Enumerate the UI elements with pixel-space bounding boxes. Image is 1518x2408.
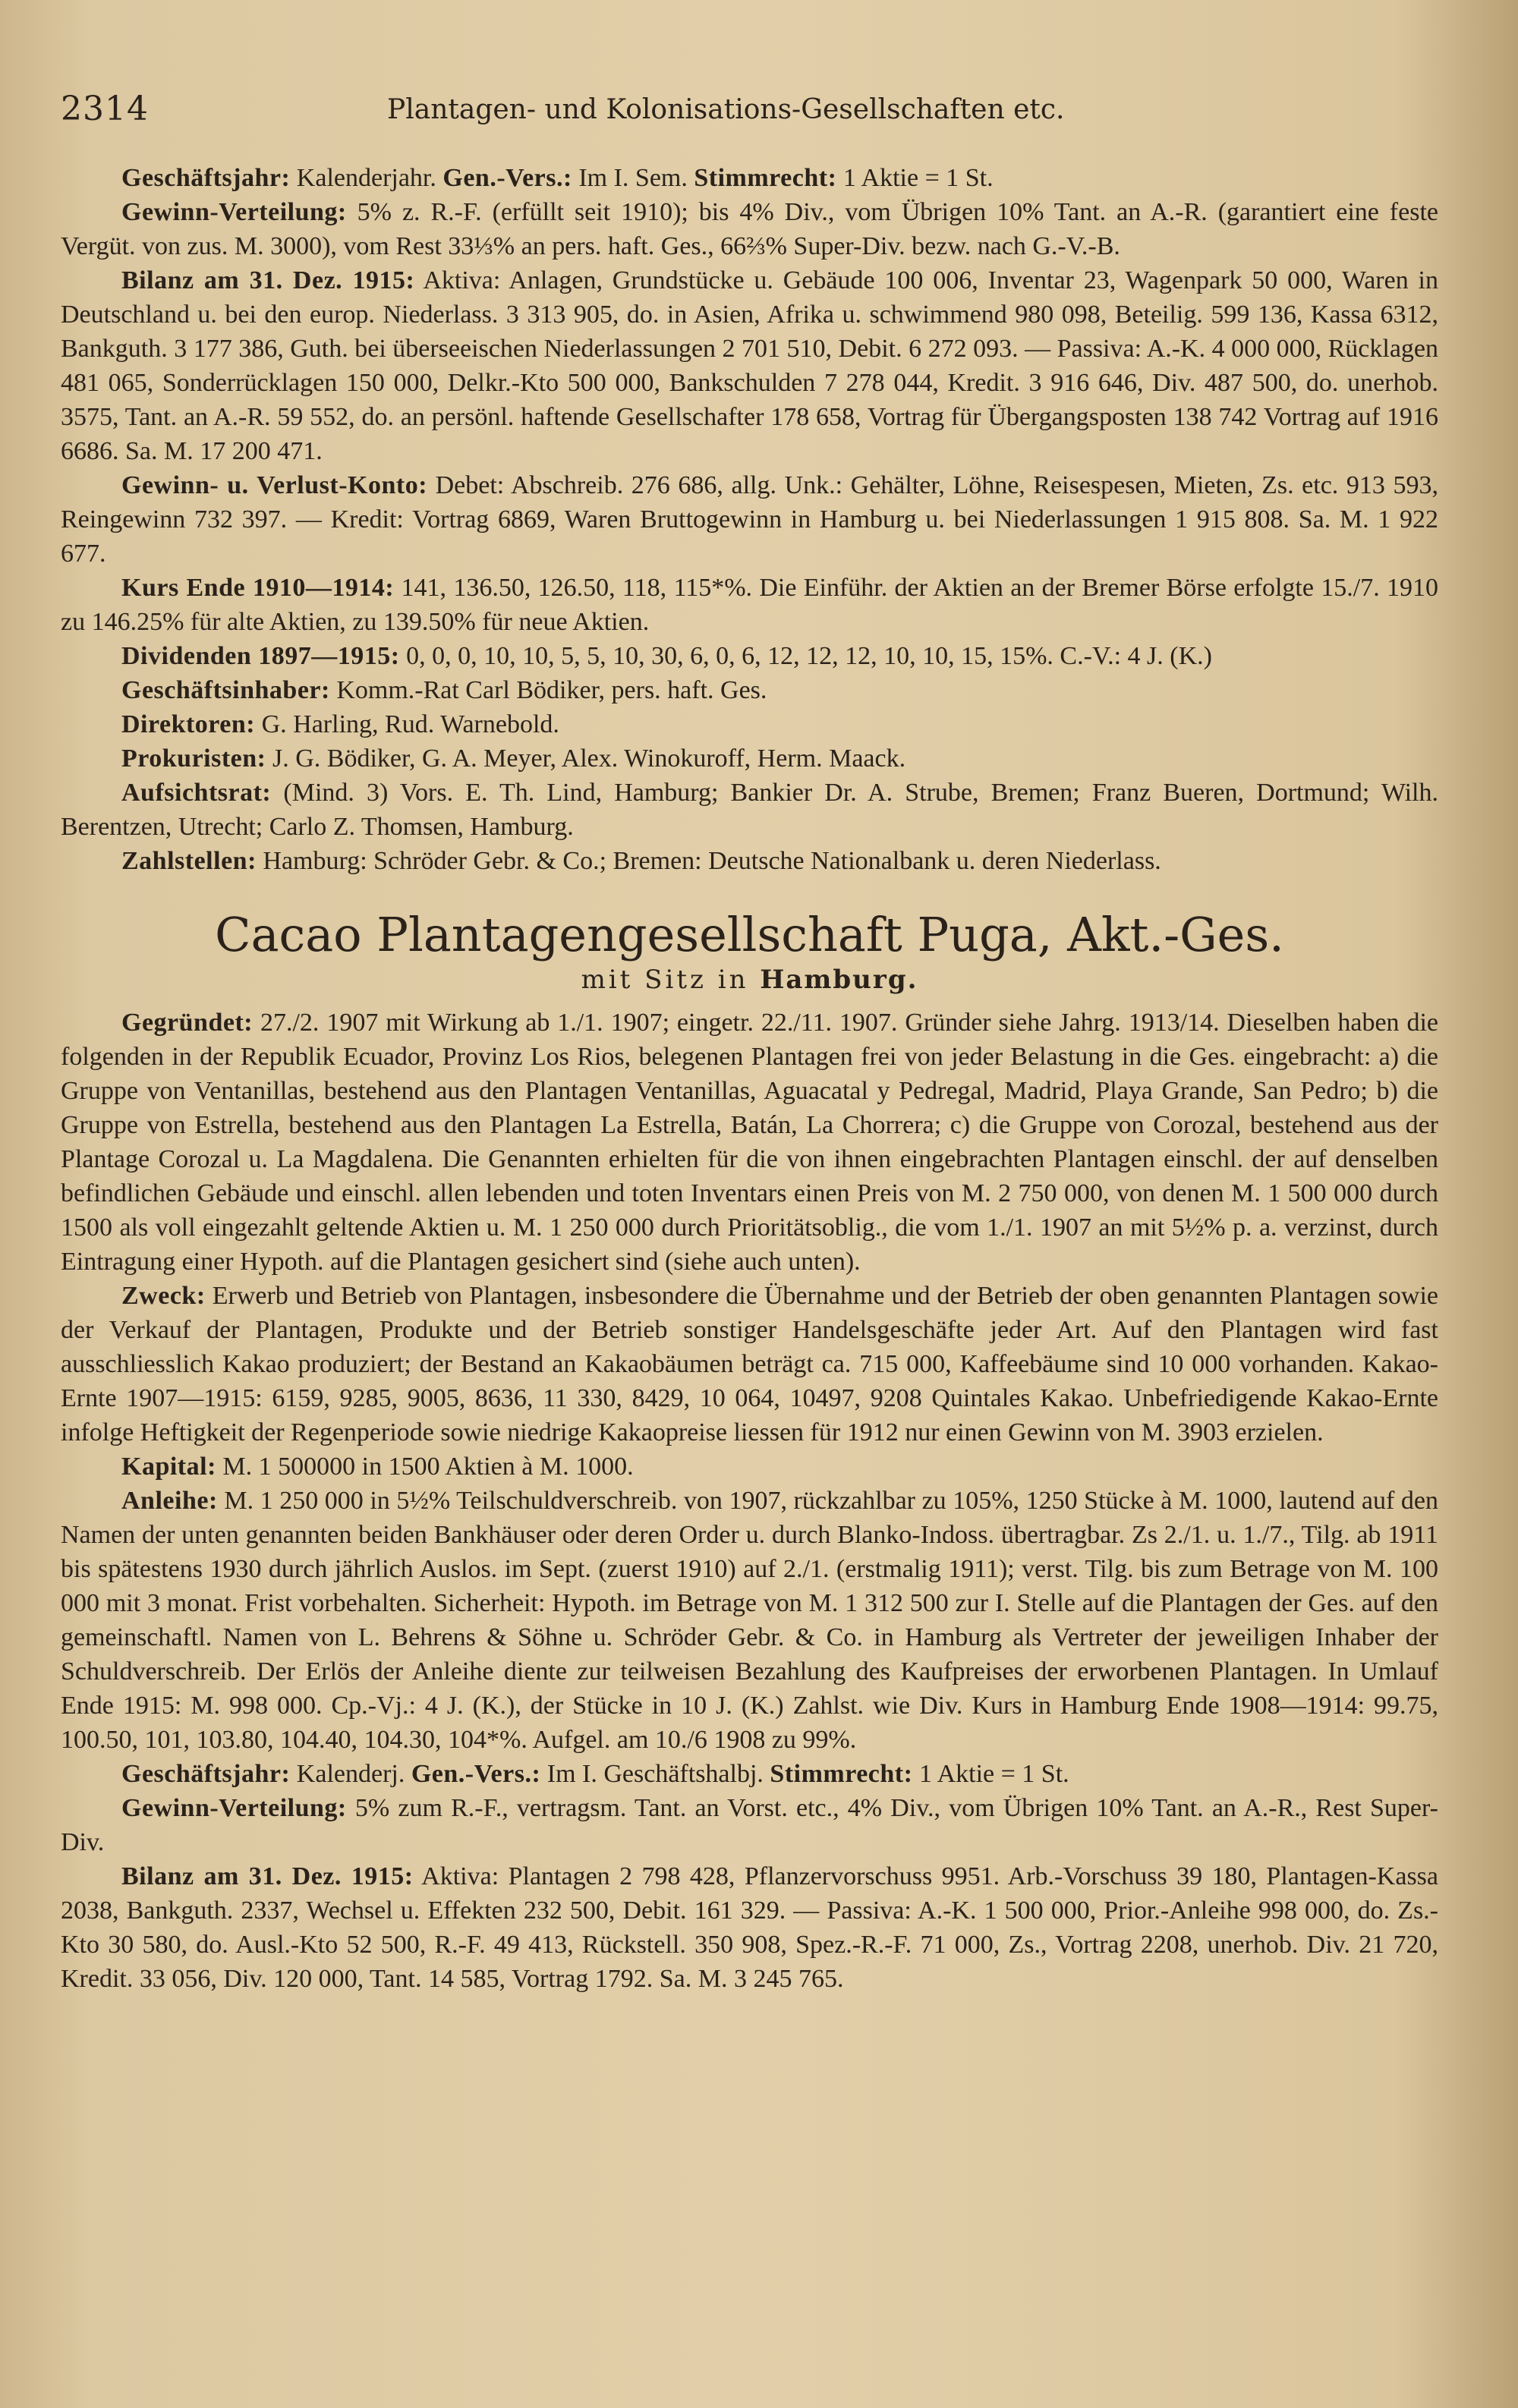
entry-label: Gegründet: <box>121 1009 254 1037</box>
entry-label: Bilanz am 31. Dez. 1915: <box>121 1862 414 1890</box>
entry-label: Gewinn- u. Verlust-Konto: <box>121 471 428 499</box>
entry-text: J. G. Bödiker, G. A. Meyer, Alex. Winokuroff, Herm. Maack. <box>266 744 906 773</box>
entry-label: Kurs Ende 1910—1914: <box>121 574 395 602</box>
entry-text: 1 Aktie = 1 St. <box>836 164 994 192</box>
entry-label: Geschäftsjahr: <box>121 164 291 192</box>
entry-label: Zahlstellen: <box>121 847 257 875</box>
entry-paragraph <box>61 1859 1438 1996</box>
company-title: Cacao Plantagengesellschaft Puga, Akt.-Ges. <box>215 907 1284 962</box>
entry-paragraph <box>61 1757 1438 1791</box>
entry-paragraph <box>61 1006 1438 1279</box>
entry-text: 0, 0, 0, 10, 10, 5, 5, 10, 30, 6, 0, 6, 12, 12, 12, 10, 10, 15, 15%. C.-V.: 4 J. (K.) <box>399 642 1212 670</box>
entry-text: 5% z. R.-F. (erfüllt seit 1910); bis 4% Div., vom Übrigen 10% Tant. an A.-R. (garantiert eine feste Vergüt. von zus. M. 3000), vom Rest 33⅓% an pers. haft. Ges., 66⅔% Super-Div. bezw. nach G.-V.-B. <box>61 198 1438 260</box>
running-title: Plantagen- und Kolonisations-Gesellschaften etc. <box>387 94 1065 125</box>
entry-paragraph <box>61 263 1438 468</box>
entry-paragraph <box>61 1279 1438 1450</box>
entry-text: Aktiva: Plantagen 2 798 428, Pflanzervorschuss 9951. Arb.-Vorschuss 39 180, Plantagen-Kassa 2038, Bankguth. 2337, Wechsel u. Effekten 232 500, Debit. 161 329. — Passiva: A.-K. 1 500 000, Prior.-Anleihe 998 000, do. Zs.-Kto 30 580, do. Ausl.-Kto 52 500, R.-F. 49 413, Rückstell. 350 908, Spez.-R.-F. 71 000, Zs., Vortrag 2208, unerhob. Div. 21 720, Kredit. 33 056, Div. 120 000, Tant. 14 585, Vortrag 1792. Sa. M. 3 245 765. <box>61 1862 1439 1993</box>
company-heading <box>61 907 1438 995</box>
entry-text: (Mind. 3) Vors. E. Th. Lind, Hamburg; Bankier Dr. A. Strube, Bremen; Franz Bueren, Dortmund; Wilh. Berentzen, Utrecht; Carlo Z. Thomsen, Hamburg. <box>61 779 1438 841</box>
entry-text: Im I. Geschäftshalbj. <box>540 1760 770 1788</box>
entry-paragraph <box>61 776 1438 844</box>
entry-paragraph <box>61 707 1438 741</box>
section-cacao-company <box>61 1006 1438 1996</box>
entry-label: Stimmrecht: <box>694 164 837 192</box>
entry-paragraph <box>61 1450 1438 1484</box>
section-previous-company <box>61 161 1438 878</box>
entry-label: Gewinn-Verteilung: <box>121 1794 347 1822</box>
entry-label: Aufsichtsrat: <box>121 779 272 807</box>
entry-text: G. Harling, Rud. Warnebold. <box>255 710 559 738</box>
entry-text: 27./2. 1907 mit Wirkung ab 1./1. 1907; eingetr. 22./11. 1907. Gründer siehe Jahrg. 1913/14. Dieselben haben die folgenden in der Republik Ecuador, Provinz Los Rios, belegenen Plantagen frei von jeder Belastung in die Ges. eingebracht: a) die Gruppe von Ventanillas, bestehend aus den Plantagen Ventanillas, Aguacatal y Pedregal, Madrid, Playa Grande, San Pedro; b) die Gruppe von Estrella, bestehend aus den Plantagen La Estrella, Batán, La Chorrera; c) die Gruppe von Corozal, bestehend aus der Plantage Corozal u. La Magdalena. Die Genannten erhielten für die von ihnen eingebrachten Plantagen einschl. der auf denselben befindlichen Gebäude und einschl. allen lebenden und toten Inventars einen Preis von M. 2 750 000, von denen M. 1 500 000 durch 1500 als voll eingezahlt geltende Aktien u. M. 1 250 000 durch Prioritätsoblig., die vom 1./1. 1907 an mit 5½% p. a. verzinst, durch Eintragung einer Hypoth. auf die Plantagen gesichert sind (siehe auch unten). <box>61 1009 1438 1276</box>
entry-paragraph <box>61 639 1438 673</box>
page-number: 2314 <box>61 90 149 128</box>
entry-text: Kalenderjahr. <box>290 164 443 192</box>
entry-label: Prokuristen: <box>121 744 266 773</box>
entry-label: Bilanz am 31. Dez. 1915: <box>121 266 415 294</box>
entry-text: Kalenderj. <box>290 1760 411 1788</box>
entry-label: Anleihe: <box>121 1487 218 1515</box>
company-city: Hamburg. <box>760 965 918 995</box>
entry-text: Hamburg: Schröder Gebr. & Co.; Bremen: Deutsche Nationalbank u. deren Niederlass. <box>256 847 1161 875</box>
entry-text: Aktiva: Anlagen, Grundstücke u. Gebäude 100 006, Inventar 23, Wagenpark 50 000, Waren in Deutschland u. bei den europ. Niederlass. 3 313 905, do. in Asien, Afrika u. schwimmend 980 098, Beteilig. 599 136, Kassa 6312, Bankguth. 3 177 386, Guth. bei überseeischen Niederlassungen 2 701 510, Debit. 6 272 093. — Passiva: A.-K. 4 000 000, Rücklagen 481 065, Sonderrücklagen 150 000, Delkr.-Kto 500 000, Bankschulden 7 278 044, Kredit. 3 916 646, Div. 487 500, do. unerhob. 3575, Tant. an A.-R. 59 552, do. an persönl. haftende Gesellschafter 178 658, Vortrag für Übergangsposten 138 742 Vortrag auf 1916 6686. Sa. M. 17 200 471. <box>61 266 1438 465</box>
page-body <box>61 161 1438 1996</box>
entry-text: Im I. Sem. <box>572 164 694 192</box>
entry-text: 1 Aktie = 1 St. <box>912 1760 1069 1788</box>
entry-text: Debet: Abschreib. 276 686, allg. Unk.: Gehälter, Löhne, Reisespesen, Mieten, Zs. etc. 913 593, Reingewinn 732 397. — Kredit: Vortrag 6869, Waren Bruttogewinn in Hamburg u. bei Niederlassungen 1 915 808. Sa. M. 1 922 677. <box>61 471 1438 568</box>
entry-text: Erwerb und Betrieb von Plantagen, insbesondere die Übernahme und der Betrieb der oben genannten Plantagen sowie der Verkauf der Plantagen, Produkte und der Betrieb sonstiger Handelsgeschäfte jeder Art. Auf den Plantagen wird fast ausschliesslich Kakao produziert; der Bestand an Kakaobäumen beträgt ca. 715 000, Kaffeebäume sind 10 000 vorhanden. Kakao-Ernte 1907—1915: 6159, 9285, 9005, 8636, 11 330, 8429, 10 064, 10497, 9208 Quintales Kakao. Unbefriedigende Kakao-Ernte infolge Heftigkeit der Regenperiode sowie niedrige Kakaopreise liessen für 1912 nur einen Gewinn von M. 3903 erzielen. <box>61 1282 1438 1446</box>
entry-text: M. 1 250 000 in 5½% Teilschuldverschreib. von 1907, rückzahlbar zu 105%, 1250 Stücke à M. 1000, lautend auf den Namen der unten genannten beiden Bankhäuser oder deren Order u. durch Blanko-Indoss. übertragbar. Zs 2./1. u. 1./7., Tilg. ab 1911 bis spätestens 1930 durch jährlich Auslos. im Sept. (zuerst 1910) auf 2./1. (erstmalig 1911); verst. Tilg. bis zum Betrage von M. 100 000 mit 3 monat. Frist vorbehalten. Sicherheit: Hypoth. im Betrage von M. 1 312 500 zur I. Stelle auf die Plantagen der Ges. auf den gemeinschaftl. Namen von L. Behrens & Söhne u. Schröder Gebr. & Co. in Hamburg als Vertreter der jeweiligen Inhaber der Schuldverschreib. Der Erlös der Anleihe diente zur teilweisen Bezahlung des Kaufpreises der erworbenen Plantagen. In Umlauf Ende 1915: M. 998 000. Cp.-Vj.: 4 J. (K.), der Stücke in 10 J. (K.) Zahlst. wie Div. Kurs in Hamburg Ende 1908—1914: 99.75, 100.50, 101, 103.80, 104.40, 104.30, 104*%. Aufgel. am 10./6 1908 zu 99%. <box>61 1487 1438 1754</box>
entry-label: Geschäftsjahr: <box>121 1760 291 1788</box>
entry-label: Stimmrecht: <box>770 1760 913 1788</box>
entry-paragraph <box>61 1484 1438 1757</box>
entry-paragraph <box>61 468 1438 571</box>
entry-paragraph <box>61 571 1438 639</box>
entry-paragraph <box>61 161 1438 195</box>
entry-paragraph <box>61 844 1438 878</box>
entry-paragraph <box>61 1791 1438 1859</box>
company-subtitle <box>61 965 1438 995</box>
entry-paragraph <box>61 673 1438 707</box>
entry-label: Gen.-Vers.: <box>411 1760 541 1788</box>
entry-paragraph <box>61 195 1438 263</box>
entry-label: Gen.-Vers.: <box>442 164 572 192</box>
entry-label: Direktoren: <box>121 710 256 738</box>
entry-label: Geschäftsinhaber: <box>121 676 330 704</box>
entry-text: 5% zum R.-F., vertragsm. Tant. an Vorst. etc., 4% Div., vom Übrigen 10% Tant. an A.-R., Rest Super-Div. <box>61 1794 1438 1856</box>
entry-label: Zweck: <box>121 1282 206 1310</box>
company-sub-prefix: mit Sitz in <box>581 965 761 995</box>
page-header <box>61 90 1438 135</box>
entry-label: Kapital: <box>121 1453 216 1481</box>
entry-paragraph <box>61 741 1438 776</box>
entry-label: Gewinn-Verteilung: <box>121 198 347 226</box>
entry-text: Komm.-Rat Carl Bödiker, pers. haft. Ges. <box>329 676 767 704</box>
entry-text: M. 1 500000 in 1500 Aktien à M. 1000. <box>216 1453 634 1481</box>
entry-label: Dividenden 1897—1915: <box>121 642 400 670</box>
entry-text: 141, 136.50, 126.50, 118, 115*%. Die Einführ. der Aktien an der Bremer Börse erfolgte 15./7. 1910 zu 146.25% für alte Aktien, zu 139.50% für neue Aktien. <box>61 574 1438 636</box>
